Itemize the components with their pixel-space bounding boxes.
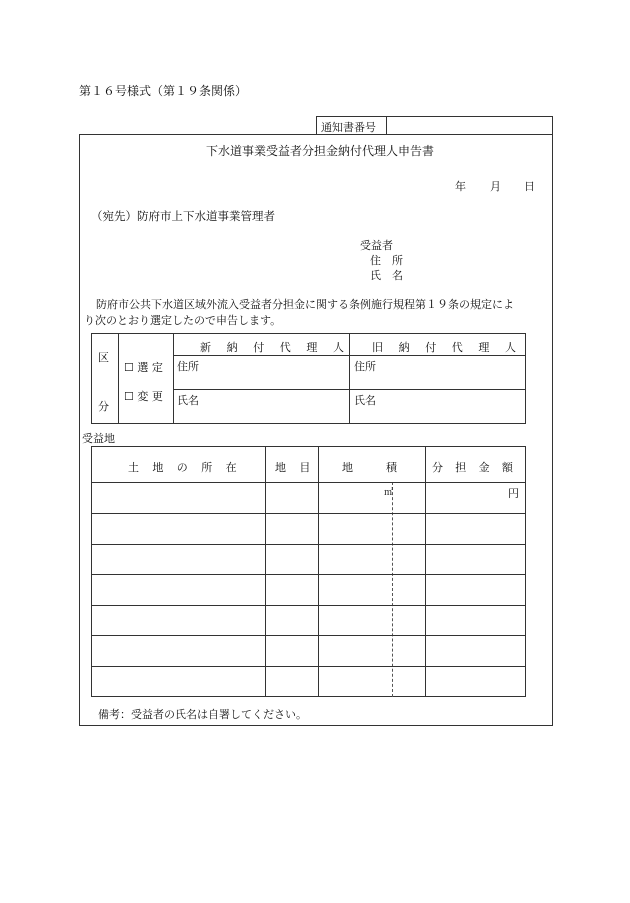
area-unit: ㎡ [384,488,394,498]
new-agent-address-label: 住所 [177,360,199,373]
land-section-label: 受益地 [82,432,115,445]
date-month: 月 [490,180,501,193]
statement-line-2: り次のとおり選定したので申告します。 [84,314,282,327]
note: 備考：受益者の氏名は自署してください。 [98,708,307,721]
header-amount: 分 担 金 額 [432,461,518,474]
notice-number-label: 通知書番号 [321,121,376,134]
applicant-name-label: 氏 名 [370,269,403,282]
new-agent-header: 新 納 付 代 理 人 [200,341,351,354]
form-title: 下水道事業受益者分担金納付代理人申告書 [206,144,435,158]
date-day: 日 [524,180,535,193]
applicant-label: 受益者 [360,239,393,252]
statement-line-1: 防府市公共下水道区域外流入受益者分担金に関する条例施行規程第１９条の規定によ [96,298,514,311]
option-select-checkbox[interactable]: ☐ 選 定 [124,361,163,374]
form-number: 第１６号様式（第１９条関係） [79,84,248,98]
amount-unit: 円 [508,487,519,500]
category-label-bottom: 分 [98,400,109,413]
header-land-location: 土 地 の 所 在 [128,461,242,474]
old-agent-address-label: 住所 [354,360,376,373]
old-agent-header: 旧 納 付 代 理 人 [372,341,523,354]
option-change-checkbox[interactable]: ☐ 変 更 [124,390,163,403]
addressee: （宛先）防府市上下水道事業管理者 [91,209,275,223]
land-table [91,446,526,697]
date-year: 年 [455,180,466,193]
header-land-category: 地 目 [275,461,316,474]
category-label-top: 区 [98,351,109,364]
applicant-address-label: 住 所 [370,254,403,267]
header-land-area: 地 積 [342,461,397,474]
new-agent-name-label: 氏名 [177,394,199,407]
old-agent-name-label: 氏名 [354,394,376,407]
